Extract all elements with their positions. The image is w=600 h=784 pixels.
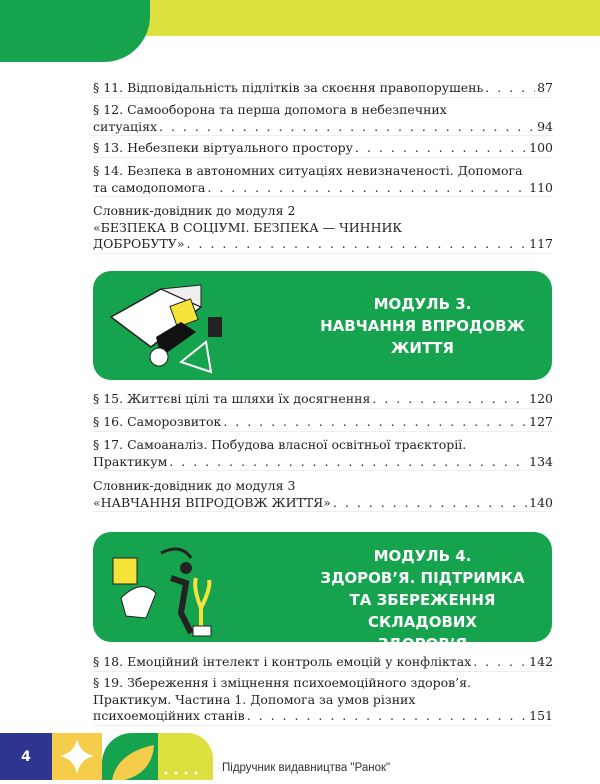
entry-title: та самодопомога — [93, 179, 206, 195]
dot-leader — [159, 119, 535, 136]
entry-last-line — [93, 180, 553, 197]
entry-last-line — [93, 495, 553, 512]
dot-leader — [187, 236, 528, 253]
leaf-icon — [102, 733, 158, 780]
module-3-banner[interactable] — [93, 271, 552, 380]
dot-leader — [372, 391, 527, 408]
module-3-name: НАВЧАННЯ ВПРОДОВЖ — [320, 317, 525, 335]
entry-title: § 15. Життєві цілі та шляхи їх досягнення — [93, 391, 371, 406]
entry-title: ДОБРОБУТУ» — [93, 236, 185, 251]
page-ref: 120 — [529, 391, 553, 406]
entry-title: Словник-довідник до модуля 2 — [93, 203, 296, 218]
module-3-label: МОДУЛЬ 3. — [373, 295, 472, 313]
dot-leader — [223, 414, 527, 431]
entry-title: § 17. Самоаналіз. Побудова власної освітньої траєкторії. — [93, 437, 467, 452]
module-4-name: ЗДОРОВ’Я. ПІДТРИМКА — [320, 569, 525, 587]
module-3-name-cont: ЖИТТЯ — [391, 339, 454, 357]
entry-title: § 11. Відповідальність підлітків за скоєння правопорушень — [93, 80, 484, 95]
entry-last-line — [93, 708, 553, 725]
module-4-title — [293, 545, 552, 655]
dots-icon — [158, 733, 213, 780]
entry-title: § 12. Самооборона та перша допомога в небезпечних — [93, 102, 447, 117]
toc-entry[interactable] — [93, 414, 553, 432]
toc-entry[interactable] — [93, 163, 553, 197]
toc-entry[interactable] — [93, 203, 553, 254]
module-4-name-cont: ТА ЗБЕРЕЖЕННЯ СКЛАДОВИХ — [349, 591, 496, 631]
page-ref: 87 — [537, 80, 553, 95]
toc-entry[interactable] — [93, 654, 553, 672]
entry-last-line — [93, 454, 553, 471]
module-4-name-end: ЗДОРОВ’Я — [377, 635, 468, 653]
toc-entry[interactable] — [93, 437, 553, 471]
entry-title: «НАВЧАННЯ ВПРОДОВЖ ЖИТТЯ» — [93, 494, 331, 510]
health-illustration-icon — [101, 538, 241, 638]
dot-leader — [247, 708, 527, 725]
page-ref: 142 — [529, 654, 553, 669]
entry-title: § 18. Емоційний інтелект і контроль емоцій у конфліктах — [93, 654, 472, 669]
entry-last-line — [93, 80, 553, 97]
page-ref: 94 — [537, 118, 553, 134]
page-number: 4 — [0, 733, 52, 780]
footer-star-block — [52, 733, 102, 780]
entry-last-line — [93, 654, 553, 671]
entry-title: § 16. Саморозвиток — [93, 414, 222, 429]
entry-last-line — [93, 236, 553, 253]
sparkle-icon — [52, 733, 102, 780]
learning-illustration-icon — [101, 277, 241, 377]
entry-title: «БЕЗПЕКА В СОЦІУМІ. БЕЗПЕКА — ЧИННИК — [93, 219, 403, 235]
publisher-credit: Підручник видавництва "Ранок" — [222, 762, 391, 774]
dot-leader — [485, 80, 535, 97]
entry-last-line — [93, 414, 553, 431]
dot-leader — [333, 495, 527, 512]
entry-last-line — [93, 391, 553, 408]
header-tab — [0, 0, 150, 62]
dot-leader — [473, 654, 527, 671]
page-ref: 100 — [529, 140, 553, 155]
entry-title: Практикум. Частина 1. Допомога за умов різних — [93, 691, 416, 707]
entry-last-line — [93, 119, 553, 136]
entry-title: § 14. Безпека в автономних ситуаціях невизначеності. Допомога — [93, 163, 523, 178]
entry-title: Практикум — [93, 453, 168, 469]
module-3-title — [293, 293, 552, 359]
entry-last-line — [93, 140, 553, 157]
footer-leaf-block — [102, 733, 158, 780]
module-4-label: МОДУЛЬ 4. — [373, 547, 472, 565]
page-ref: 110 — [529, 179, 553, 195]
dot-leader — [169, 454, 527, 471]
page-ref: 151 — [529, 708, 553, 723]
page-ref: 127 — [529, 414, 553, 429]
entry-title: § 19. Збереження і зміцнення психоемоційного здоров’я. — [93, 675, 471, 690]
page-ref: 117 — [529, 236, 553, 251]
toc-entry[interactable] — [93, 140, 553, 158]
toc-entry[interactable] — [93, 675, 553, 726]
toc-entry[interactable] — [93, 391, 553, 409]
module-4-banner[interactable] — [93, 532, 552, 653]
toc-entry[interactable] — [93, 80, 553, 98]
entry-title: ситуаціях — [93, 118, 158, 134]
entry-title: Словник-довідник до модуля 3 — [93, 478, 296, 493]
toc-entry[interactable] — [93, 102, 553, 136]
footer-dots-block — [158, 733, 213, 780]
dot-leader — [355, 140, 527, 157]
toc-entry[interactable] — [93, 478, 553, 512]
entry-title: психоемоційних станів — [93, 708, 245, 723]
page-ref: 134 — [529, 453, 553, 469]
entry-title: § 13. Небезпеки віртуального простору — [93, 140, 354, 155]
page-ref: 140 — [529, 494, 553, 510]
dot-leader — [207, 180, 527, 197]
